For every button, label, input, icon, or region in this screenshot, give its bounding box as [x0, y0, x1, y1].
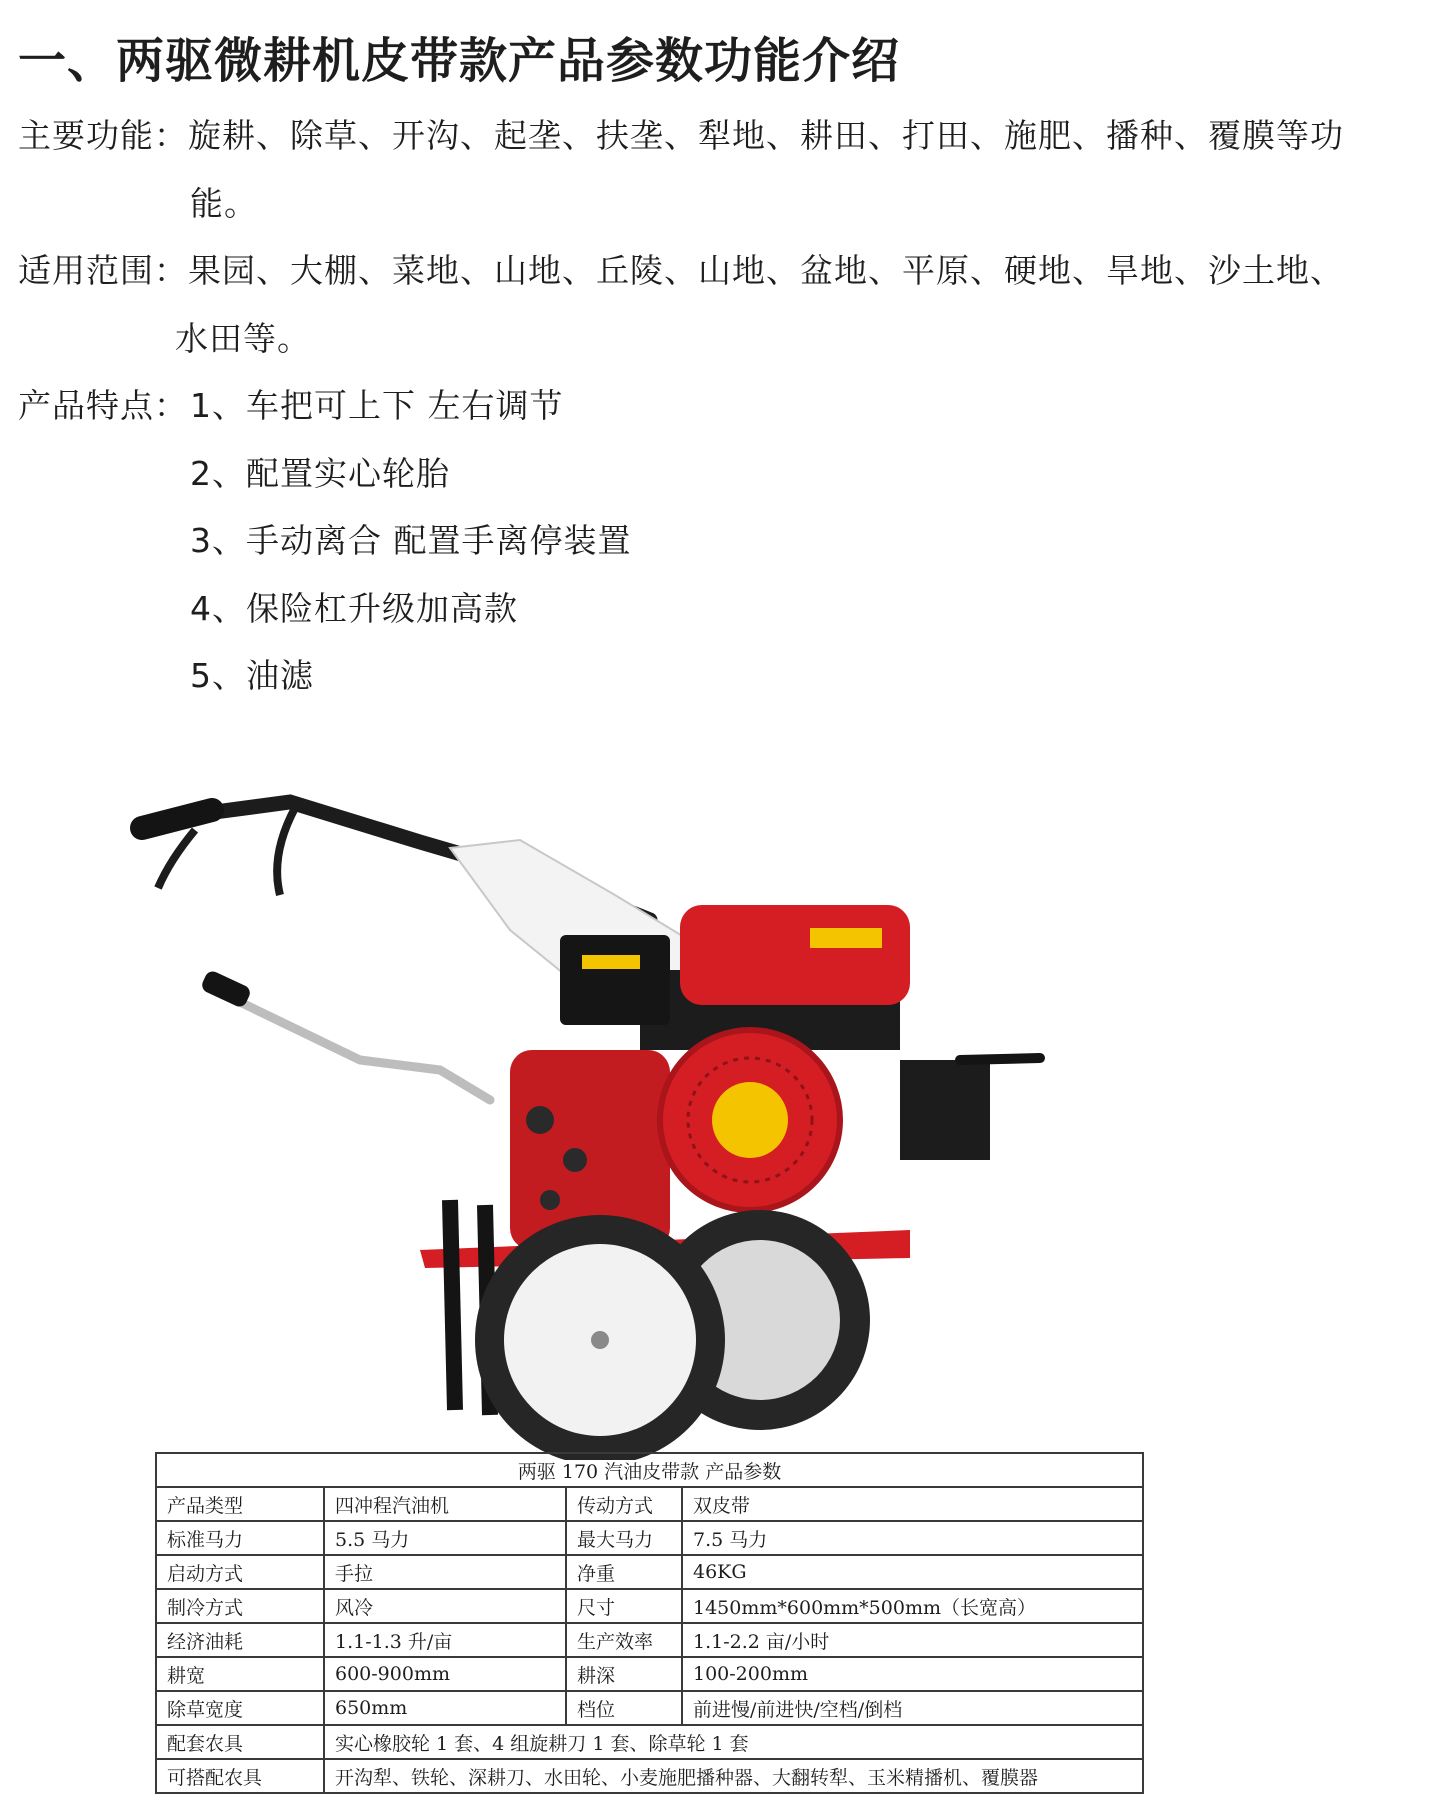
table-row	[156, 1657, 1143, 1691]
feature-item-1: 1、车把可上下 左右调节	[190, 386, 564, 425]
spec-value: 实心橡胶轮 1 套、4 组旋耕刀 1 套、除草轮 1 套	[324, 1725, 1143, 1759]
side-frame	[900, 1060, 990, 1160]
page-title: 一、两驱微耕机皮带款产品参数功能介绍	[18, 33, 901, 89]
spec-value: 100-200mm	[682, 1657, 1143, 1691]
spec-label: 尺寸	[566, 1589, 682, 1623]
spec-label: 产品类型	[156, 1487, 324, 1521]
spec-value: 开沟犁、铁轮、深耕刀、水田轮、小麦施肥播种器、大翻转犁、玉米精播机、覆膜器	[324, 1759, 1143, 1793]
spec-label: 生产效率	[566, 1623, 682, 1657]
main-functions-line-2: 能。	[190, 184, 258, 223]
engine-fan-badge	[712, 1082, 788, 1158]
table-row	[156, 1589, 1143, 1623]
spec-value: 46KG	[682, 1555, 1143, 1589]
gear-lever-knob	[200, 969, 253, 1009]
scope-line-1: 适用范围：果园、大棚、菜地、山地、丘陵、山地、盆地、平原、硬地、旱地、沙土地、	[18, 251, 1344, 290]
spec-label: 启动方式	[156, 1555, 324, 1589]
feature-item-4: 4、保险杠升级加高款	[190, 589, 518, 628]
main-functions-line-1: 主要功能：旋耕、除草、开沟、起垄、扶垄、犁地、耕田、打田、施肥、播种、覆膜等功	[18, 116, 1344, 155]
spec-label: 除草宽度	[156, 1691, 324, 1725]
spec-label: 经济油耗	[156, 1623, 324, 1657]
brake-lever	[277, 808, 295, 895]
table-row	[156, 1759, 1143, 1793]
spec-value: 四冲程汽油机	[324, 1487, 566, 1521]
fuel-tank-label	[810, 928, 882, 948]
spec-label: 最大马力	[566, 1521, 682, 1555]
handlebar-grip	[142, 810, 212, 828]
spec-value: 双皮带	[682, 1487, 1143, 1521]
spec-table-caption: 两驱 170 汽油皮带款 产品参数	[156, 1453, 1143, 1487]
spec-table	[155, 1452, 1144, 1794]
spec-label: 可搭配农具	[156, 1759, 324, 1793]
spec-value: 手拉	[324, 1555, 566, 1589]
table-row	[156, 1521, 1143, 1555]
spec-label: 耕宽	[156, 1657, 324, 1691]
table-row	[156, 1691, 1143, 1725]
table-row	[156, 1623, 1143, 1657]
spec-value: 风冷	[324, 1589, 566, 1623]
spec-label: 传动方式	[566, 1487, 682, 1521]
spec-label: 配套农具	[156, 1725, 324, 1759]
table-row	[156, 1555, 1143, 1589]
features-label: 产品特点：	[18, 386, 188, 425]
spec-value: 1.1-1.3 升/亩	[324, 1623, 566, 1657]
scope-line-2: 水田等。	[175, 319, 311, 358]
table-row	[156, 1487, 1143, 1521]
spec-value: 7.5 马力	[682, 1521, 1143, 1555]
clutch-lever	[158, 830, 195, 888]
feature-item-3: 3、手动离合 配置手离停装置	[190, 521, 632, 560]
spec-label: 净重	[566, 1555, 682, 1589]
spec-label: 档位	[566, 1691, 682, 1725]
feature-item-2: 2、配置实心轮胎	[190, 454, 450, 493]
spec-table-caption-row	[156, 1453, 1143, 1487]
gear-lever	[215, 990, 490, 1100]
spec-label: 标准马力	[156, 1521, 324, 1555]
table-row	[156, 1725, 1143, 1759]
spec-value: 前进慢/前进快/空档/倒档	[682, 1691, 1143, 1725]
side-handle-bar	[960, 1058, 1040, 1060]
spec-label: 耕深	[566, 1657, 682, 1691]
front-hub	[591, 1331, 609, 1349]
spec-value: 5.5 马力	[324, 1521, 566, 1555]
spec-label: 制冷方式	[156, 1589, 324, 1623]
air-filter-box	[560, 935, 670, 1025]
tiller-product-photo	[120, 760, 1120, 1460]
spec-value: 1.1-2.2 亩/小时	[682, 1623, 1143, 1657]
fuel-tank	[680, 905, 910, 1005]
spec-value: 650mm	[324, 1691, 566, 1725]
feature-item-5: 5、油滤	[190, 656, 314, 695]
spec-value: 1450mm*600mm*500mm（长宽高）	[682, 1589, 1143, 1623]
spec-value: 600-900mm	[324, 1657, 566, 1691]
